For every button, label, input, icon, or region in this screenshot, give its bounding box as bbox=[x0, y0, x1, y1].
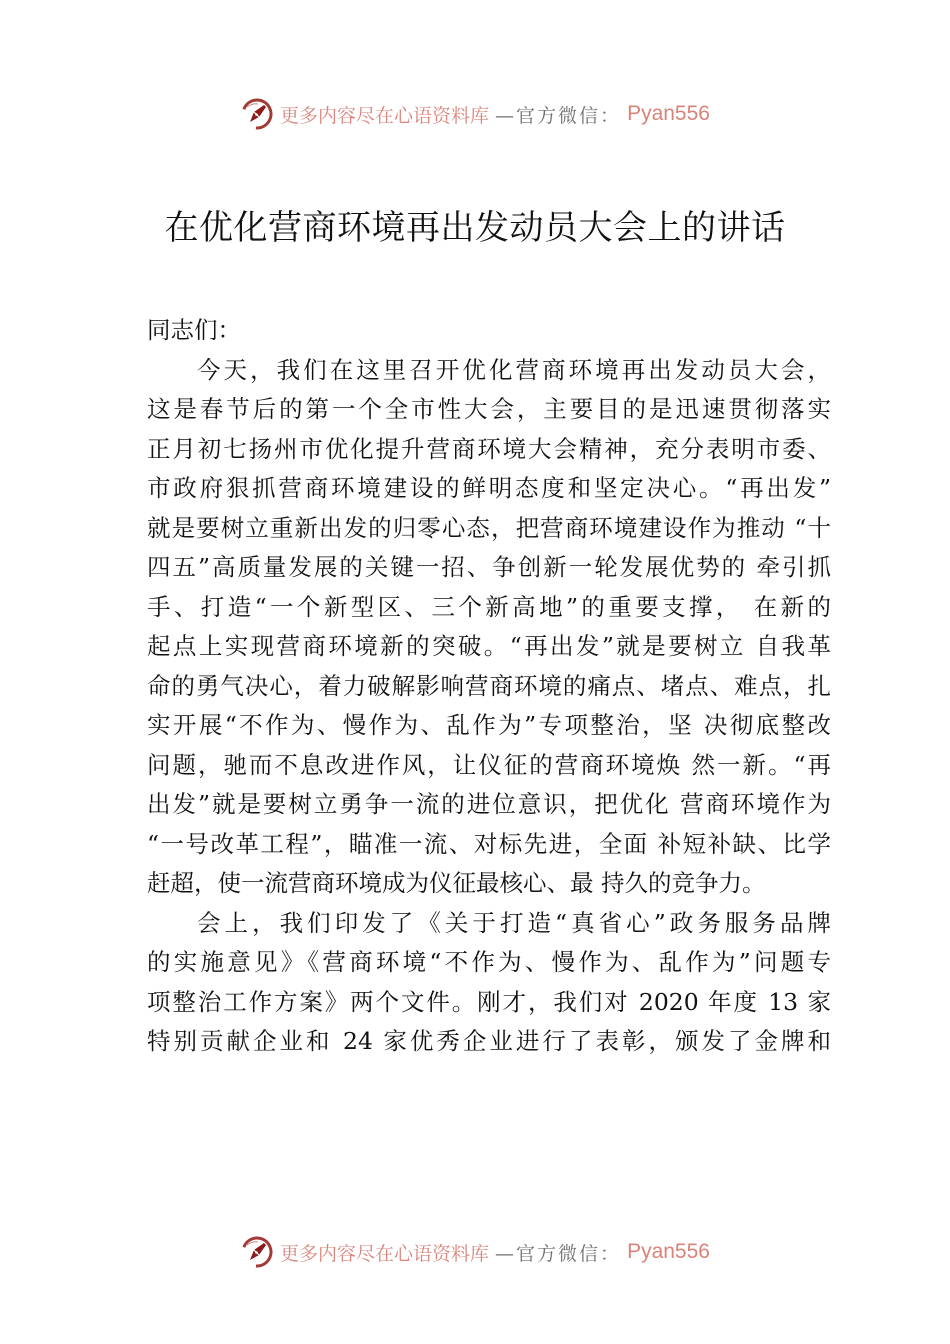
footer-banner bbox=[0, 1232, 950, 1272]
document-title: 在优化营商环境再出发动员大会上的讲话 bbox=[164, 208, 786, 248]
pen-nib-logo-icon bbox=[240, 1235, 274, 1269]
banner-separator-text: —官方微信： bbox=[495, 1242, 622, 1265]
text-line: 今天，我们在这里召开优化营商环境再出发动员大会， bbox=[197, 355, 831, 384]
text-line: 的实施意见》《营商环境“不作为、慢作为、乱作为”问题专 bbox=[147, 948, 831, 976]
header-banner bbox=[0, 94, 950, 134]
text-line: 手、打造“一个新型区、三个新高地”的重要支撑， 在新的 bbox=[147, 592, 831, 621]
text-line: 就是要树立重新出发的归零心态，把营商环境建设作为推动 “十 bbox=[147, 513, 831, 542]
paragraph-1 bbox=[147, 351, 831, 904]
text-line: 赶超，使一流营商环境成为仪征最核心、最 持久的竞争力。 bbox=[147, 869, 766, 897]
text-line: 四五”高质量发展的关键一招、争创新一轮发展优势的 牵引抓 bbox=[147, 553, 831, 581]
paragraph-2 bbox=[147, 904, 831, 1062]
text-line: 市政府狠抓营商环境建设的鲜明态度和坚定决心。“再出发” bbox=[147, 474, 831, 502]
pen-nib-logo-icon bbox=[240, 97, 274, 131]
text-line: 命的勇气决心，着力破解影响营商环境的痛点、堵点、难点，扎 bbox=[147, 671, 831, 700]
text-line: 问题，驰而不息改进作风，让仪征的营商环境焕 然一新。“再 bbox=[147, 750, 831, 779]
banner-separator-text: —官方微信： bbox=[495, 104, 622, 127]
text-line: 出发”就是要树立勇争一流的进位意识，把优化 营商环境作为 bbox=[147, 790, 831, 818]
banner-main-text: 更多内容尽在心语资料库 bbox=[280, 104, 490, 127]
text-line: 正月初七扬州市优化提升营商环境大会精神，充分表明市委、 bbox=[147, 434, 831, 463]
text-line: 项整治工作方案》两个文件。刚才，我们对 2020 年度 13 家 bbox=[147, 987, 831, 1016]
document-body bbox=[147, 311, 831, 1062]
banner-wechat-id: Pyan556 bbox=[627, 102, 710, 125]
text-line: 起点上实现营商环境新的突破。“再出发”就是要树立 自我革 bbox=[147, 632, 831, 660]
banner-main-text: 更多内容尽在心语资料库 bbox=[280, 1242, 490, 1265]
text-line: “一号改革工程”，瞄准一流、对标先进，全面 补短补缺、比学 bbox=[147, 829, 831, 858]
text-line: 会上，我们印发了《关于打造“真省心”政务服务品牌 bbox=[197, 908, 831, 937]
text-line: 这是春节后的第一个全市性大会，主要目的是迅速贯彻落实 bbox=[147, 395, 831, 423]
text-line: 实开展“不作为、慢作为、乱作为”专项整治，坚 决彻底整改 bbox=[147, 711, 831, 739]
banner-wechat-id: Pyan556 bbox=[627, 1240, 710, 1263]
salutation: 同志们： bbox=[147, 316, 241, 344]
text-line: 特别贡献企业和 24 家优秀企业进行了表彰，颁发了金牌和 bbox=[147, 1027, 831, 1055]
